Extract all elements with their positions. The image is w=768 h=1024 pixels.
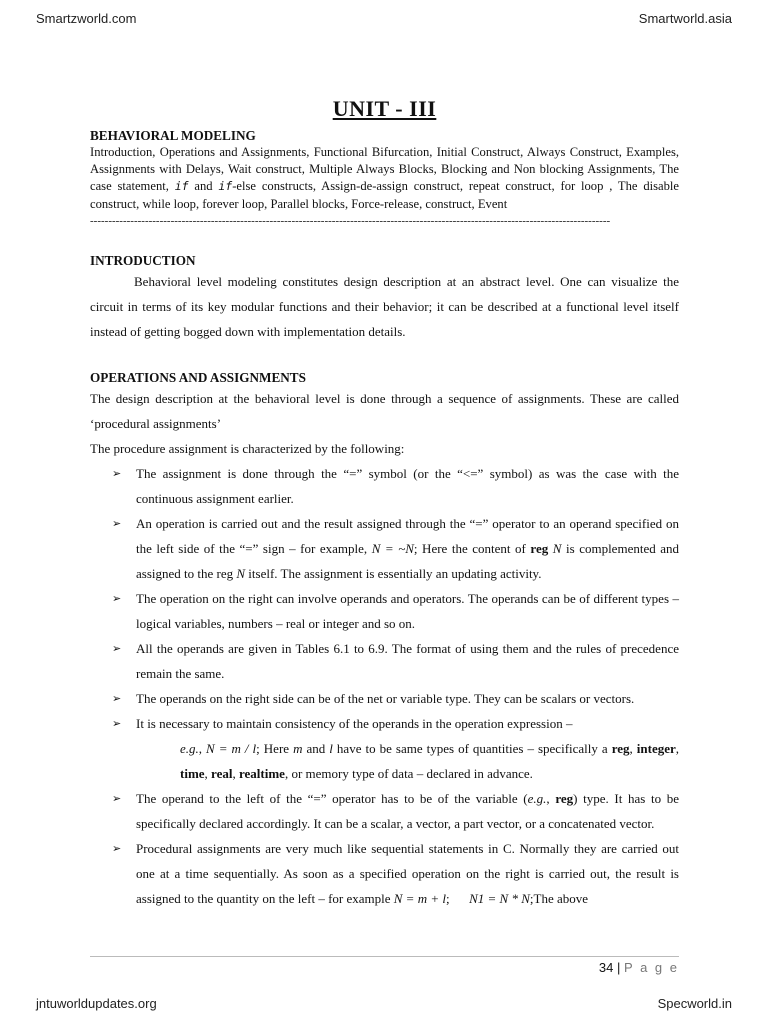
arrow-bullet-icon: ➢	[112, 516, 122, 530]
list-item: ➢ All the operands are given in Tables 6.1 to 6.9. The format of using them and the rules of precedence remain the same.	[90, 636, 679, 686]
introduction-heading: INTRODUCTION	[90, 252, 196, 268]
list-item: ➢ An operation is carried out and the result assigned through the “=” operator to an operand specified on the left side of the “=” sign – for example, N = ~N; Here the content of reg N is complemented and assigned to the reg N itself. The assignment is essentially an updating activity.	[90, 511, 679, 586]
arrow-bullet-icon: ➢	[112, 691, 122, 705]
operations-bullet-list-continued	[90, 786, 679, 911]
operations-paragraph: The design description at the behavioral level is done through a sequence of assignments. These are called ‘procedural assignments’	[90, 390, 679, 431]
watermark-top-right: Smartworld.asia	[638, 11, 732, 26]
operations-intro-line: The procedure assignment is characterized by the following:	[90, 440, 405, 456]
arrow-bullet-icon: ➢	[112, 791, 122, 805]
divider-line: ----------------------------------------------------------------------------------------------------------------------------------------------	[90, 214, 611, 227]
list-item: ➢ The operand to the left of the “=” operator has to be of the variable (e.g., reg) type. It has to be specifically declared accordingly. It can be a scalar, a vector, a part vector, or a concatenated vector.	[90, 786, 679, 836]
list-item: ➢ It is necessary to maintain consistency of the operands in the operation expression –	[90, 711, 679, 736]
unit-title: UNIT - III	[332, 96, 437, 121]
syllabus-topics: Introduction, Operations and Assignments, Functional Bifurcation, Initial Construct, Always Construct, Examples, Assignments with Delays, Wait construct, Multiple Always Blocks, Blocking and Non blocking Assignments, The case statement, if and if-else constructs, Assign-de-assign construct, repeat construct, for loop , The disable construct, while loop, forever loop, Parallel blocks, Force-release, construct, Event	[90, 145, 679, 211]
arrow-bullet-icon: ➢	[112, 466, 122, 480]
arrow-bullet-icon: ➢	[112, 591, 122, 605]
page-number: 34 | P a g e	[598, 960, 679, 975]
list-item: ➢ The operands on the right side can be of the net or variable type. They can be scalars or vectors.	[90, 686, 679, 711]
introduction-paragraph: Behavioral level modeling constitutes design description at an abstract level. One can visualize the circuit in terms of its key modular functions and their behavior; it can be described at a functional level itself instead of getting bogged down with implementation details.	[90, 273, 679, 339]
watermark-bottom-right: Specworld.in	[657, 996, 732, 1011]
list-item: ➢ Procedural assignments are very much like sequential statements in C. Normally they are carried out one at a time sequentially. As soon as a specified operation on the right is carried out, the result is assigned to the quantity on the left – for example N = m + l; N1 = N * N;The above	[90, 836, 679, 911]
syllabus-heading: BEHAVIORAL MODELING	[90, 128, 256, 143]
operations-heading: OPERATIONS AND ASSIGNMENTS	[90, 369, 306, 385]
footer-rule	[90, 956, 679, 957]
operations-bullet-list	[90, 461, 679, 736]
arrow-bullet-icon: ➢	[112, 841, 122, 855]
document-page	[90, 96, 679, 911]
watermark-top-left: Smartzworld.com	[36, 11, 137, 26]
arrow-bullet-icon: ➢	[112, 641, 122, 655]
example-line: e.g., N = m / l; Here m and l have to be same types of quantities – specifically a reg, integer, time, real, realtime, or memory type of data – declared in advance.	[180, 740, 680, 781]
watermark-bottom-left: jntuworldupdates.org	[36, 996, 157, 1011]
list-item: ➢ The operation on the right can involve operands and operators. The operands can be of different types – logical variables, numbers – real or integer and so on.	[90, 586, 679, 636]
list-item: ➢ The assignment is done through the “=” symbol (or the “<=” symbol) as was the case with the continuous assignment earlier.	[90, 461, 679, 511]
arrow-bullet-icon: ➢	[112, 716, 122, 730]
